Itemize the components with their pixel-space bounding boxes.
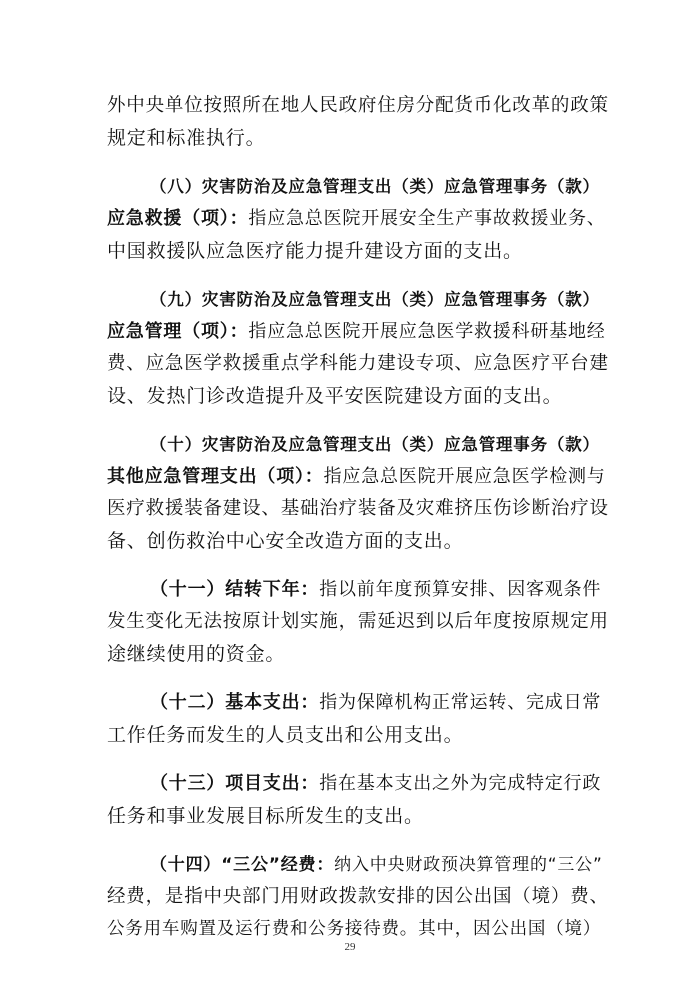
text-line (150, 853, 603, 877)
text-line (150, 433, 600, 457)
text-line (107, 126, 265, 150)
text-line (107, 207, 606, 231)
text-line (150, 288, 600, 312)
text-line (107, 723, 463, 747)
body-text-segment: 公务用车购置及运行费和公务接待费。其中，因公出国（境） (107, 919, 602, 939)
body-text-segment: 指应急总医院开展安全生产事故救援业务、 (248, 208, 606, 229)
page-number: 29 (344, 941, 356, 953)
body-text-segment: 经费，是指中央部门用财政拨款安排的因公出国（境）费、 (107, 886, 609, 907)
text-line (107, 610, 609, 634)
text-line (107, 885, 609, 909)
body-text-segment: 指在基本支出之外为完成特定行政 (319, 773, 602, 794)
body-text-segment: 指应急总医院开展应急医学检测与 (323, 466, 606, 487)
text-line (150, 691, 601, 715)
text-line (107, 352, 609, 376)
bold-heading-text: 应急救援（项）： (107, 208, 249, 229)
bold-heading-text: （十）灾害防治及应急管理支出（类）应急管理事务（款） (150, 435, 600, 454)
text-line (107, 497, 609, 521)
bold-heading-text: （十四）“三公”经费： (150, 855, 335, 875)
text-line (107, 642, 285, 666)
body-text-segment: 费、应急医学救援重点学科能力建设专项、应急医疗平台建 (107, 353, 609, 374)
text-line (150, 175, 600, 199)
bold-heading-text: 其他应急管理支出（项）： (107, 466, 324, 487)
bold-heading-text: （八）灾害防治及应急管理支出（类）应急管理事务（款） (150, 177, 600, 196)
text-line (107, 320, 606, 344)
body-text-segment: 设、发热门诊改造提升及平安医院建设方面的支出。 (107, 385, 563, 407)
text-line (107, 804, 424, 828)
bold-heading-text: （十二）基本支出： (150, 692, 320, 713)
body-text-segment: 备、创伤救治中心安全改造方面的支出。 (107, 530, 464, 552)
body-text-segment: 指应急总医院开展应急医学救援科研基地经 (248, 321, 606, 342)
text-line (107, 917, 601, 941)
text-line (107, 529, 463, 553)
body-text-segment: 任务和事业发展目标所发生的支出。 (107, 805, 424, 827)
text-line (107, 94, 609, 118)
body-text-segment: 指为保障机构正常运转、完成日常 (319, 692, 602, 713)
body-text-segment: 医疗救援装备建设、基础治疗装备及灾难挤压伤诊断治疗设 (107, 498, 609, 519)
text-line (107, 465, 606, 489)
body-text-segment: 指以前年度预算安排、因客观条件 (319, 579, 602, 600)
body-text-segment: 发生变化无法按原计划实施，需延迟到以后年度按原规定用 (107, 611, 609, 632)
body-text-segment: 中国救援队应急医疗能力提升建设方面的支出。 (107, 240, 523, 262)
body-text-segment: 工作任务而发生的人员支出和公用支出。 (107, 724, 464, 746)
bold-heading-text: （十三）项目支出： (150, 773, 320, 794)
text-line (107, 384, 562, 408)
text-line (107, 239, 523, 263)
bold-heading-text: 应急管理（项）： (107, 321, 249, 342)
bold-heading-text: （九）灾害防治及应急管理支出（类）应急管理事务（款） (150, 290, 600, 309)
body-text-segment: 规定和标准执行。 (107, 127, 266, 149)
body-text-segment: 途继续使用的资金。 (107, 643, 286, 665)
bold-heading-text: （十一）结转下年： (150, 579, 320, 600)
body-text-segment: 外中央单位按照所在地人民政府住房分配货币化改革的政策 (107, 95, 609, 116)
text-line (150, 772, 601, 796)
text-line (150, 578, 601, 602)
body-text-segment: 纳入中央财政预决算管理的“三公” (334, 855, 603, 875)
